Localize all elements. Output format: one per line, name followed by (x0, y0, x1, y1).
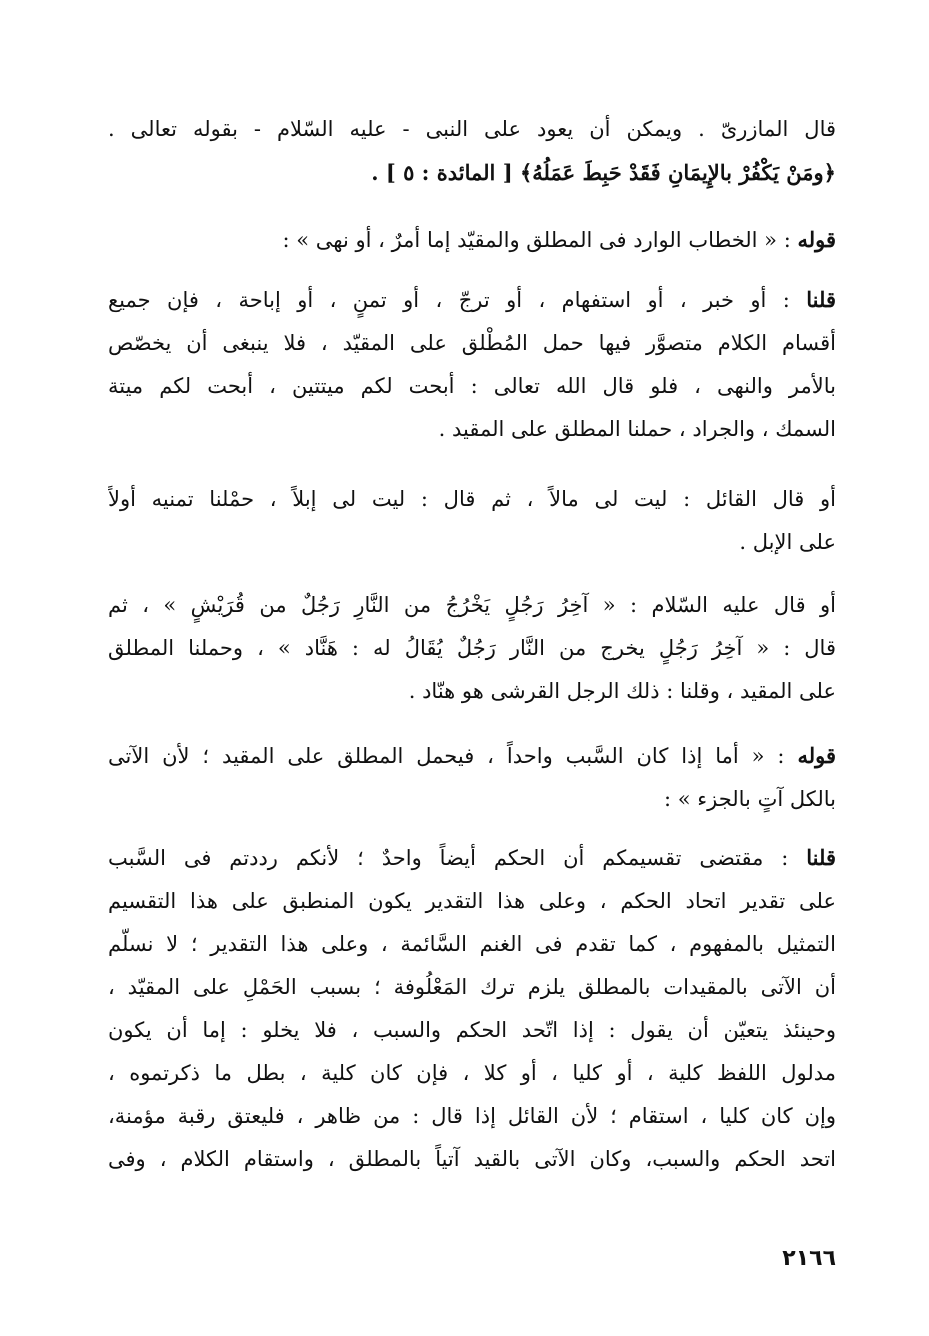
text-line: بالأمر والنهى ، فلو قال الله تعالى : أبحت لكم ميتتين ، أبحت لكم ميتة (108, 374, 836, 398)
paragraph-mazari (108, 108, 836, 194)
paragraph-qulna-taqsim (108, 836, 836, 1181)
text-line: على تقدير اتحاد الحكم ، وعلى هذا التقدير يكون المنطبق على هذا التقسيم (108, 889, 836, 913)
text-line: قال : « آخِرُ رَجُلٍ يخرج من النَّار رَجُلٌ يُقَالُ له : هَنَّاد » ، وحملنا المطلق (108, 636, 836, 660)
text-line: على المقيد ، وقلنا : ذلك الرجل القرشى هو هنّاد . (408, 679, 836, 703)
text-line: قال المازرىّ . ويمكن أن يعود على النبى - عليه السّلام - بقوله تعالى . (108, 117, 836, 141)
text-line: أقسام الكلام متصوَّر فيها حمل المُطْلق على المقيّد ، فلا ينبغى أن يخصّص (108, 331, 836, 355)
text-line: أو قال عليه السّلام : « آخِرُ رَجُلٍ يَخْرُجُ من النَّارِ رَجُلٌ من قُرَيْشٍ » ، ثم (108, 593, 836, 617)
text-line: أن الآتى بالمقيدات بالمطلق يلزم ترك المَعْلُوفة ؛ بسبب الحَمْلِ على المقيّد ، (108, 975, 836, 999)
lead-word: قلنا (806, 845, 836, 870)
paragraph-qawluhu-sabab (108, 734, 836, 821)
lead-word: قوله (797, 743, 836, 768)
text-line: قلنا : مقتضى تقسيمكم أن الحكم أيضاً واحدٌ ؛ لأنكم رددتم فى السَّبب (108, 845, 836, 870)
text-line: أو قال القائل : ليت لى مالاً ، ثم قال : ليت لى إبلاً ، حمْلنا تمنيه أولاً (108, 487, 836, 511)
lead-word: قوله (797, 227, 836, 252)
text-line: وحينئذ يتعيّن أن يقول : إذا اتّحد الحكم والسبب ، فلا يخلو : إما أن يكون (108, 1018, 836, 1042)
quran-verse-line: ﴿ومَنْ يَكْفُرْ بالإِيمَانِ فَقَدْ حَبِطَ عَمَلُهُ﴾ [ المائدة : ٥ ] . (371, 160, 836, 185)
text-line: قلنا : أو خبر ، أو استفهام ، أو ترجّ ، أو تمنٍ ، أو إباحة ، فإن جميع (108, 287, 836, 312)
text-line: قوله : « أما إذا كان السَّبب واحداً ، فيحمل المطلق على المقيد ؛ لأن الآتى (108, 743, 836, 768)
paragraph-qulna-khabar (108, 278, 836, 451)
paragraph-hadith-hannad (108, 584, 836, 713)
text-line: وإن كان كليا ، استقام ؛ لأن القائل إذا قال : من ظاهر ، فليعتق رقبة مؤمنة، (108, 1104, 836, 1128)
paragraph-layta-li (108, 478, 836, 564)
text-line: اتحد الحكم والسبب، وكان الآتى بالقيد آتياً بالمطلق ، واستقام الكلام ، وفى (108, 1147, 836, 1171)
text-line: على الإبل . (739, 530, 836, 554)
text-line: التمثيل بالمفهوم ، كما تقدم فى الغنم السَّائمة ، وعلى هذا التقدير ؛ لا نسلّم (108, 932, 836, 956)
paragraph-qawluhu-khitab (108, 218, 836, 262)
page-number: ٢١٦٦ (782, 1246, 836, 1271)
text-line: قوله : « الخطاب الوارد فى المطلق والمقيّد إما أمرٌ ، أو نهى » : (282, 227, 836, 252)
text-line: مدلول اللفظ كلية ، أو كليا ، أو كلا ، فإن كان كلية ، بطل ما ذكرتموه ، (108, 1061, 836, 1085)
text-line: السمك ، والجراد ، حملنا المطلق على المقيد . (438, 417, 836, 441)
text-line: بالكل آتٍ بالجزء » : (663, 787, 836, 811)
lead-word: قلنا (806, 287, 836, 312)
